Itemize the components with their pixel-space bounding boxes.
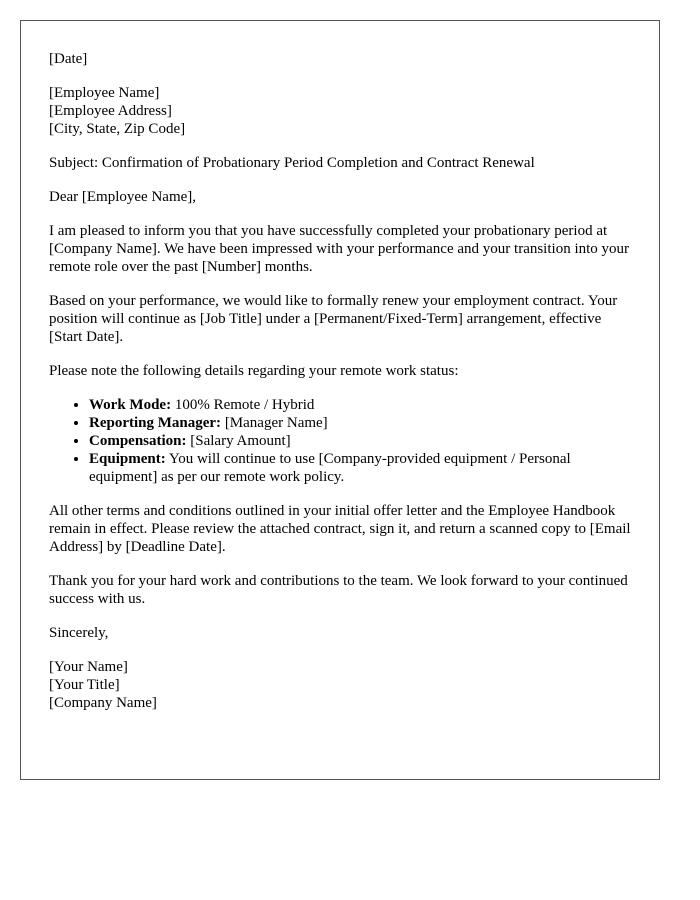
compensation-value: [Salary Amount] bbox=[186, 433, 291, 449]
equipment-value: You will continue to use [Company-provided equipment / Personal equipment] as per our remote work policy. bbox=[89, 451, 571, 485]
paragraph-contract-renewal: Based on your performance, we would like to formally renew your employment contract. Your position will continue as [Job Title] under a [Permanent/Fixed-Term] arrangement, effective [Start Date]. bbox=[49, 293, 618, 345]
reporting-manager-value: [Manager Name] bbox=[221, 415, 328, 431]
letter-date: [Date] bbox=[49, 51, 88, 67]
letter-closing: Sincerely, bbox=[49, 625, 109, 641]
signature-block bbox=[49, 658, 631, 712]
paragraph-thanks: Thank you for your hard work and contributions to the team. We look forward to your continued success with us. bbox=[49, 573, 628, 607]
letter-salutation: Dear [Employee Name], bbox=[49, 189, 197, 205]
recipient-city-state-zip: [City, State, Zip Code] bbox=[49, 121, 186, 137]
recipient-address: [Employee Address] bbox=[49, 103, 172, 119]
equipment-term: Equipment: bbox=[89, 451, 166, 467]
work-mode-value: 100% Remote / Hybrid bbox=[171, 397, 315, 413]
letter-subject: Subject: Confirmation of Probationary Period Completion and Contract Renewal bbox=[49, 155, 535, 171]
list-item-reporting-manager bbox=[89, 414, 631, 432]
remote-work-details-list bbox=[49, 396, 631, 486]
compensation-term: Compensation: bbox=[89, 433, 187, 449]
recipient-name: [Employee Name] bbox=[49, 85, 160, 101]
letter-page bbox=[20, 20, 660, 780]
work-mode-term: Work Mode: bbox=[89, 397, 172, 413]
paragraph-remote-details-intro: Please note the following details regarding your remote work status: bbox=[49, 363, 459, 379]
paragraph-other-terms: All other terms and conditions outlined in your initial offer letter and the Employee Handbook remain in effect. Please review the attached contract, sign it, and return a scanned copy to [Email Address] by [Deadline Date]. bbox=[49, 503, 631, 555]
list-item-compensation bbox=[89, 432, 631, 450]
list-item-work-mode bbox=[89, 396, 631, 414]
signature-company: [Company Name] bbox=[49, 695, 157, 711]
signature-title: [Your Title] bbox=[49, 677, 120, 693]
recipient-block bbox=[49, 84, 631, 138]
list-item-equipment bbox=[89, 450, 631, 486]
reporting-manager-term: Reporting Manager: bbox=[89, 415, 222, 431]
signature-name: [Your Name] bbox=[49, 659, 128, 675]
paragraph-probation-complete: I am pleased to inform you that you have successfully completed your probationary period at [Company Name]. We have been impressed with your performance and your transition into your remote role over the past [Number] months. bbox=[49, 223, 630, 275]
